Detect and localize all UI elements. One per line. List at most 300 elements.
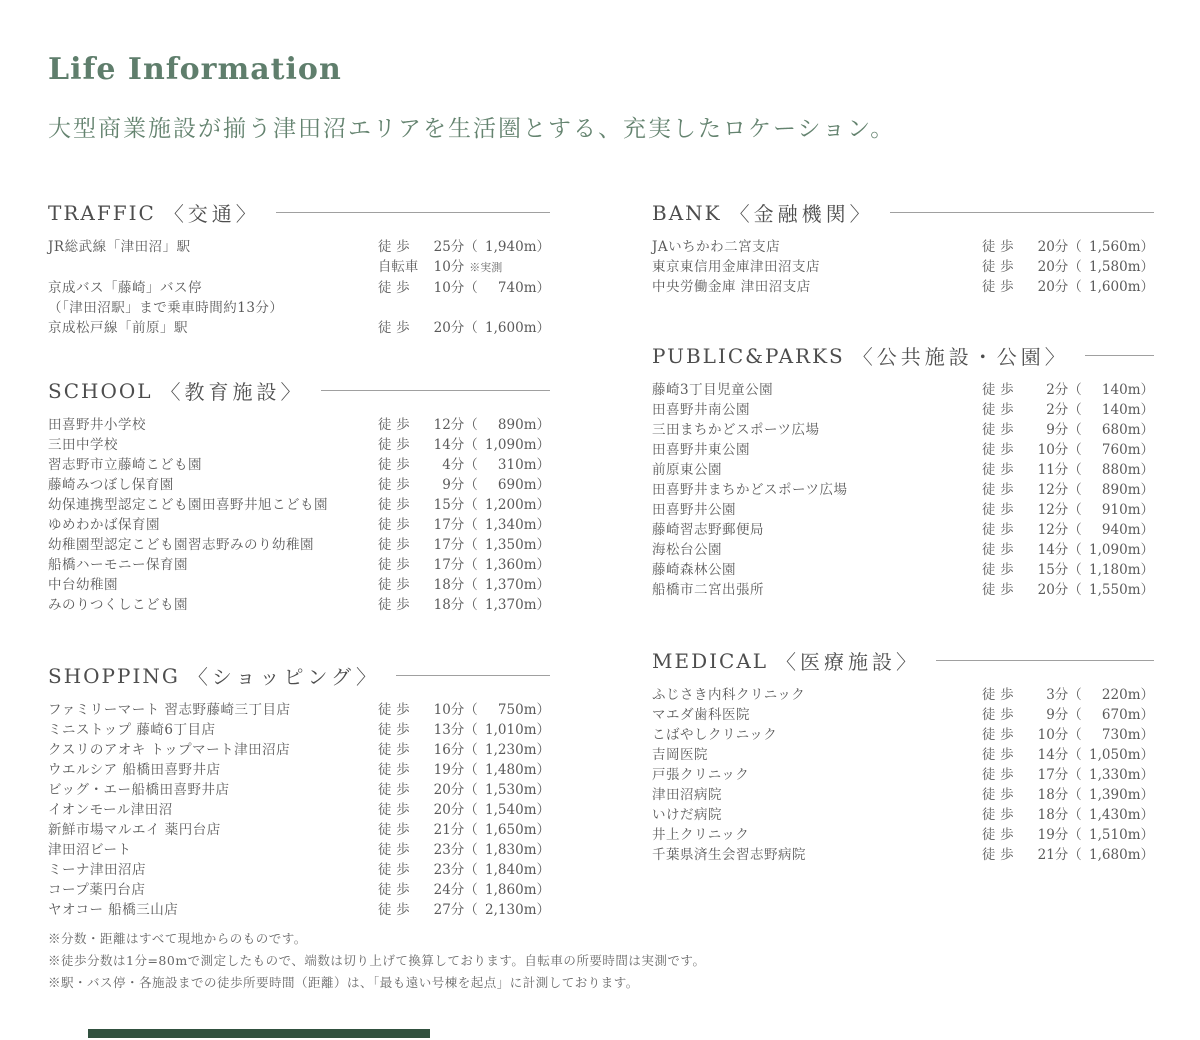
minutes-unit: 分（ bbox=[1054, 787, 1082, 803]
walk-distance-line bbox=[982, 400, 1154, 420]
walk-mode-label: 徒歩 bbox=[981, 239, 1019, 255]
distance-unit: m） bbox=[1127, 442, 1154, 458]
section-heading-en: MEDICAL bbox=[652, 648, 769, 673]
minutes-unit: 分（ bbox=[1054, 522, 1082, 538]
facility-name-block bbox=[48, 575, 378, 595]
minutes-unit: 分（ bbox=[1054, 542, 1082, 558]
walk-distance: 1,550 bbox=[1089, 582, 1128, 598]
facility-name-block bbox=[48, 515, 378, 535]
minutes-unit: 分（ bbox=[450, 497, 478, 513]
walk-distance: 1,650 bbox=[485, 822, 524, 838]
walk-info-block bbox=[982, 460, 1154, 480]
facility-name: 田喜野井東公園 bbox=[652, 442, 750, 458]
walk-distance: 690 bbox=[497, 477, 524, 493]
footnote-line: ※駅・バス停・各施設までの徒歩所要時間（距離）は、「最も遠い号棟を起点」に計測しております。 bbox=[48, 975, 639, 990]
walk-info-block bbox=[982, 500, 1154, 520]
facility-name: 藤崎習志野郵便局 bbox=[652, 522, 764, 538]
minutes-unit: 分（ bbox=[450, 862, 478, 878]
walk-info-block bbox=[378, 820, 550, 840]
walk-minutes: 20 bbox=[1037, 279, 1055, 295]
facility-name: 三田まちかどスポーツ広場 bbox=[652, 422, 820, 438]
walk-minutes: 17 bbox=[433, 537, 451, 553]
facility-row bbox=[48, 555, 550, 575]
section-heading-en: SHOPPING bbox=[48, 663, 180, 688]
facility-name: 幼保連携型認定こども園田喜野井旭こども園 bbox=[48, 497, 328, 513]
minutes-unit: 分（ bbox=[1054, 279, 1082, 295]
walk-mode-label: 徒歩 bbox=[377, 320, 415, 336]
walk-distance-line bbox=[982, 540, 1154, 560]
walk-info-block bbox=[982, 745, 1154, 765]
facility-name-block bbox=[652, 580, 982, 600]
distance-unit: m） bbox=[523, 320, 550, 336]
minutes-unit: 分（ bbox=[1054, 562, 1082, 578]
walk-mode-label: 徒歩 bbox=[981, 827, 1019, 843]
right-column bbox=[652, 198, 1154, 865]
walk-mode-label: 徒歩 bbox=[377, 537, 415, 553]
walk-mode-label: 徒歩 bbox=[377, 882, 415, 898]
walk-minutes: 9 bbox=[442, 477, 451, 493]
facility-name-block bbox=[652, 765, 982, 785]
walk-info-block bbox=[982, 825, 1154, 845]
walk-info-block bbox=[982, 237, 1154, 257]
facility-name-block bbox=[48, 800, 378, 820]
walk-minutes: 17 bbox=[433, 557, 451, 573]
facility-name-block bbox=[48, 720, 378, 740]
walk-mode-label: 徒歩 bbox=[981, 687, 1019, 703]
walk-distance: 760 bbox=[1101, 442, 1128, 458]
walk-distance-line bbox=[378, 555, 550, 575]
walk-minutes: 19 bbox=[1037, 827, 1055, 843]
walk-info-block bbox=[982, 540, 1154, 560]
section-rows bbox=[652, 685, 1154, 865]
distance-unit: m） bbox=[1127, 482, 1154, 498]
walk-distance: 680 bbox=[1101, 422, 1128, 438]
facility-row bbox=[652, 805, 1154, 825]
facility-name-block bbox=[48, 840, 378, 860]
walk-distance-line bbox=[378, 760, 550, 780]
facility-row bbox=[652, 277, 1154, 297]
facility-name: 津田沼ビート bbox=[48, 842, 132, 858]
footnote-line: ※分数・距離はすべて現地からのものです。 bbox=[48, 931, 307, 946]
walk-mode-label: 徒歩 bbox=[377, 417, 415, 433]
walk-minutes: 3 bbox=[1046, 687, 1055, 703]
walk-distance-line bbox=[982, 685, 1154, 705]
walk-minutes: 15 bbox=[433, 497, 451, 513]
facility-name-block bbox=[48, 535, 378, 555]
distance-unit: m） bbox=[523, 882, 550, 898]
section-divider-line bbox=[890, 212, 1154, 213]
walk-minutes: 9 bbox=[1046, 707, 1055, 723]
walk-distance: 730 bbox=[1101, 727, 1128, 743]
facility-name-block bbox=[652, 420, 982, 440]
walk-mode-label: 徒歩 bbox=[377, 722, 415, 738]
walk-distance-line bbox=[982, 277, 1154, 297]
distance-unit: m） bbox=[1127, 562, 1154, 578]
facility-name-block bbox=[652, 277, 982, 297]
distance-unit: m） bbox=[523, 782, 550, 798]
minutes-unit: 分（ bbox=[450, 702, 478, 718]
minutes-unit: 分（ bbox=[1054, 259, 1082, 275]
walk-info-block bbox=[378, 535, 550, 555]
facility-name: ビッグ・エー船橋田喜野井店 bbox=[48, 782, 230, 798]
section-traffic bbox=[48, 198, 550, 338]
walk-info-block bbox=[378, 700, 550, 720]
walk-distance-line bbox=[378, 800, 550, 820]
distance-unit: m） bbox=[523, 902, 550, 918]
facility-name-block bbox=[652, 500, 982, 520]
walk-distance-line bbox=[378, 840, 550, 860]
walk-distance: 2,130 bbox=[485, 902, 524, 918]
facility-row bbox=[48, 740, 550, 760]
walk-distance: 1,480 bbox=[485, 762, 524, 778]
facility-row bbox=[48, 780, 550, 800]
walk-minutes: 20 bbox=[1037, 259, 1055, 275]
walk-distance: 1,360 bbox=[485, 557, 524, 573]
minutes-unit: 分（ bbox=[1054, 827, 1082, 843]
walk-distance-line bbox=[378, 700, 550, 720]
walk-mode-label: 徒歩 bbox=[981, 382, 1019, 398]
walk-distance-line bbox=[378, 435, 550, 455]
facility-name-block bbox=[48, 435, 378, 455]
facility-name-block bbox=[652, 237, 982, 257]
walk-mode-label: 徒歩 bbox=[981, 482, 1019, 498]
walk-distance: 1,430 bbox=[1089, 807, 1128, 823]
walk-minutes: 15 bbox=[1037, 562, 1055, 578]
facility-name: イオンモール津田沼 bbox=[48, 802, 173, 818]
walk-mode-label: 徒歩 bbox=[377, 457, 415, 473]
walk-info-block bbox=[378, 455, 550, 475]
walk-minutes: 17 bbox=[1037, 767, 1055, 783]
walk-mode-label: 徒歩 bbox=[981, 502, 1019, 518]
facility-name-block bbox=[652, 540, 982, 560]
walk-distance: 1,540 bbox=[485, 802, 524, 818]
facility-name: ヤオコー 船橋三山店 bbox=[48, 902, 179, 918]
minutes-unit: 分（ bbox=[450, 280, 478, 296]
facility-name-block bbox=[652, 257, 982, 277]
walk-distance: 1,830 bbox=[485, 842, 524, 858]
walk-distance: 750 bbox=[497, 702, 524, 718]
facility-name: クスリのアオキ トップマート津田沼店 bbox=[48, 742, 291, 758]
footnotes bbox=[48, 928, 705, 994]
walk-distance-line bbox=[378, 740, 550, 760]
walk-mode-label: 徒歩 bbox=[981, 442, 1019, 458]
facility-name: ミニストップ 藤崎6丁目店 bbox=[48, 722, 216, 738]
walk-minutes: 20 bbox=[433, 782, 451, 798]
section-heading-jp: 〈教育施設〉 bbox=[160, 380, 305, 404]
minutes-unit: 分（ bbox=[450, 417, 478, 433]
walk-info-block bbox=[982, 277, 1154, 297]
walk-mode-label: 徒歩 bbox=[377, 822, 415, 838]
distance-unit: m） bbox=[1127, 259, 1154, 275]
distance-unit: m） bbox=[523, 417, 550, 433]
walk-info-block bbox=[982, 845, 1154, 865]
section-heading-jp: 〈医療施設〉 bbox=[776, 650, 921, 674]
walk-distance: 1,180 bbox=[1089, 562, 1128, 578]
facility-name: 藤崎みつぼし保育園 bbox=[48, 477, 174, 493]
distance-unit: m） bbox=[1127, 582, 1154, 598]
distance-unit: m） bbox=[1127, 239, 1154, 255]
section-heading bbox=[652, 341, 1154, 370]
section-rows bbox=[48, 415, 550, 615]
walk-distance-line bbox=[378, 415, 550, 435]
facility-row bbox=[652, 460, 1154, 480]
walk-distance-line bbox=[982, 520, 1154, 540]
facility-row bbox=[48, 278, 550, 318]
facility-name: 藤崎森林公園 bbox=[652, 562, 736, 578]
section-heading-jp: 〈ショッピング〉 bbox=[187, 665, 381, 689]
facility-row bbox=[48, 435, 550, 455]
minutes-unit: 分（ bbox=[1054, 239, 1082, 255]
walk-mode-label: 徒歩 bbox=[981, 747, 1019, 763]
walk-distance-line bbox=[378, 455, 550, 475]
facility-row bbox=[48, 820, 550, 840]
facility-name: 田喜野井まちかどスポーツ広場 bbox=[652, 482, 848, 498]
distance-unit: m） bbox=[1127, 687, 1154, 703]
distance-unit: m） bbox=[1127, 707, 1154, 723]
section-shopping bbox=[48, 661, 550, 920]
walk-minutes: 13 bbox=[433, 722, 451, 738]
minutes-unit: 分（ bbox=[1054, 382, 1082, 398]
walk-distance-line bbox=[982, 745, 1154, 765]
distance-unit: m） bbox=[1127, 542, 1154, 558]
facility-row bbox=[48, 760, 550, 780]
walk-distance: 1,840 bbox=[485, 862, 524, 878]
walk-distance-line bbox=[982, 825, 1154, 845]
distance-unit: m） bbox=[1127, 767, 1154, 783]
facility-row bbox=[48, 595, 550, 615]
walk-minutes: 17 bbox=[433, 517, 451, 533]
walk-info-block bbox=[378, 475, 550, 495]
walk-minutes: 10 bbox=[1037, 442, 1055, 458]
minutes-unit: 分（ bbox=[1054, 807, 1082, 823]
walk-distance: 740 bbox=[497, 280, 524, 296]
walk-minutes: 20 bbox=[1037, 239, 1055, 255]
minutes-unit: 分（ bbox=[1054, 442, 1082, 458]
facility-name: 戸張クリニック bbox=[652, 767, 750, 783]
facility-row bbox=[652, 825, 1154, 845]
walk-mode-label: 徒歩 bbox=[377, 497, 415, 513]
distance-unit: m） bbox=[523, 762, 550, 778]
walk-distance: 1,510 bbox=[1089, 827, 1128, 843]
walk-mode-label: 徒歩 bbox=[981, 542, 1019, 558]
section-heading-jp: 〈交通〉 bbox=[163, 202, 260, 226]
walk-minutes: 23 bbox=[433, 862, 451, 878]
facility-name-block bbox=[652, 520, 982, 540]
walk-distance: 1,330 bbox=[1089, 767, 1128, 783]
facility-row bbox=[652, 705, 1154, 725]
section-divider-line bbox=[276, 212, 550, 213]
walk-distance: 940 bbox=[1101, 522, 1128, 538]
page-title: Life Information bbox=[48, 52, 342, 87]
distance-unit: m） bbox=[1127, 502, 1154, 518]
walk-mode-label: 徒歩 bbox=[377, 239, 415, 255]
section-divider-line bbox=[1085, 355, 1154, 356]
facility-name-block bbox=[652, 560, 982, 580]
walk-minutes: 20 bbox=[433, 320, 451, 336]
walk-distance-line bbox=[378, 495, 550, 515]
distance-unit: m） bbox=[523, 437, 550, 453]
distance-unit: m） bbox=[523, 842, 550, 858]
footer-accent-bar bbox=[88, 1029, 430, 1038]
minutes-unit: 分 bbox=[450, 259, 465, 275]
walk-distance: 1,350 bbox=[485, 537, 524, 553]
facility-row bbox=[652, 580, 1154, 600]
walk-info-block bbox=[378, 780, 550, 800]
walk-info-block bbox=[378, 800, 550, 820]
minutes-unit: 分（ bbox=[1054, 402, 1082, 418]
walk-mode-label: 徒歩 bbox=[981, 807, 1019, 823]
walk-info-block bbox=[982, 380, 1154, 400]
section-bank bbox=[652, 198, 1154, 297]
facility-row bbox=[48, 860, 550, 880]
facility-row bbox=[652, 540, 1154, 560]
minutes-unit: 分（ bbox=[450, 437, 478, 453]
facility-name-block bbox=[48, 900, 378, 920]
walk-mode-label: 徒歩 bbox=[981, 707, 1019, 723]
facility-name: こばやしクリニック bbox=[652, 727, 778, 743]
walk-distance: 1,390 bbox=[1089, 787, 1128, 803]
walk-mode-label: 徒歩 bbox=[377, 477, 415, 493]
walk-distance-line bbox=[378, 780, 550, 800]
distance-unit: m） bbox=[523, 537, 550, 553]
facility-row bbox=[652, 745, 1154, 765]
walk-mode-label: 徒歩 bbox=[377, 517, 415, 533]
walk-minutes: 21 bbox=[433, 822, 451, 838]
minutes-unit: 分（ bbox=[450, 597, 478, 613]
walk-mode-label: 徒歩 bbox=[981, 847, 1019, 863]
minutes-unit: 分（ bbox=[450, 477, 478, 493]
facility-row bbox=[652, 400, 1154, 420]
minutes-unit: 分（ bbox=[450, 537, 478, 553]
facility-name: 習志野市立藤崎こども園 bbox=[48, 457, 202, 473]
facility-row bbox=[48, 475, 550, 495]
walk-distance: 1,090 bbox=[485, 437, 524, 453]
distance-unit: m） bbox=[1127, 522, 1154, 538]
facility-name: 田喜野井公園 bbox=[652, 502, 736, 518]
walk-distance-line bbox=[982, 560, 1154, 580]
walk-distance-line bbox=[982, 845, 1154, 865]
facility-name-block bbox=[48, 278, 378, 318]
facility-row bbox=[48, 318, 550, 338]
walk-distance: 1,370 bbox=[485, 597, 524, 613]
walk-distance-line bbox=[982, 257, 1154, 277]
section-heading-en: TRAFFIC bbox=[48, 200, 156, 225]
section-heading bbox=[48, 198, 550, 227]
distance-unit: m） bbox=[523, 497, 550, 513]
walk-distance-line bbox=[982, 480, 1154, 500]
section-public bbox=[652, 341, 1154, 600]
facility-name-block bbox=[652, 785, 982, 805]
distance-unit: m） bbox=[1127, 727, 1154, 743]
facility-row bbox=[652, 560, 1154, 580]
distance-unit: m） bbox=[1127, 279, 1154, 295]
walk-distance: 1,050 bbox=[1089, 747, 1128, 763]
facility-name-block bbox=[652, 805, 982, 825]
facility-row bbox=[48, 237, 550, 278]
facility-row bbox=[48, 515, 550, 535]
walk-distance-line bbox=[378, 535, 550, 555]
facility-name: ウエルシア 船橋田喜野井店 bbox=[48, 762, 221, 778]
facility-name-block bbox=[48, 820, 378, 840]
minutes-unit: 分（ bbox=[450, 842, 478, 858]
minutes-unit: 分（ bbox=[1054, 482, 1082, 498]
distance-unit: m） bbox=[1127, 462, 1154, 478]
distance-unit: m） bbox=[523, 457, 550, 473]
section-rows bbox=[652, 380, 1154, 600]
facility-name: 前原東公園 bbox=[652, 462, 722, 478]
facility-name-block bbox=[48, 860, 378, 880]
minutes-unit: 分（ bbox=[1054, 582, 1082, 598]
walk-minutes: 4 bbox=[442, 457, 451, 473]
facility-name-block bbox=[652, 460, 982, 480]
walk-distance: 140 bbox=[1101, 382, 1128, 398]
facility-name: 田喜野井南公園 bbox=[652, 402, 750, 418]
walk-minutes: 20 bbox=[1037, 582, 1055, 598]
walk-minutes: 2 bbox=[1046, 402, 1055, 418]
walk-distance: 1,010 bbox=[485, 722, 524, 738]
walk-distance-line bbox=[982, 460, 1154, 480]
walk-info-block bbox=[982, 785, 1154, 805]
facility-row bbox=[652, 845, 1154, 865]
section-heading-jp: 〈公共施設・公園〉 bbox=[852, 345, 1069, 369]
walk-mode-label: 徒歩 bbox=[981, 259, 1019, 275]
distance-unit: m） bbox=[523, 477, 550, 493]
facility-name-block bbox=[652, 440, 982, 460]
distance-unit: m） bbox=[1127, 422, 1154, 438]
walk-info-block bbox=[982, 440, 1154, 460]
walk-distance-line bbox=[982, 705, 1154, 725]
walk-minutes: 10 bbox=[1037, 727, 1055, 743]
walk-minutes: 12 bbox=[433, 417, 451, 433]
facility-name-block bbox=[652, 825, 982, 845]
walk-mode-label: 徒歩 bbox=[981, 522, 1019, 538]
minutes-unit: 分（ bbox=[450, 557, 478, 573]
walk-minutes: 27 bbox=[433, 902, 451, 918]
minutes-unit: 分（ bbox=[450, 882, 478, 898]
facility-name: 中央労働金庫 津田沼支店 bbox=[652, 279, 811, 295]
facility-name-block bbox=[48, 318, 378, 338]
minutes-unit: 分（ bbox=[1054, 767, 1082, 783]
facility-name: 京成松戸線「前原」駅 bbox=[48, 320, 188, 336]
walk-minutes: 2 bbox=[1046, 382, 1055, 398]
facility-row bbox=[652, 257, 1154, 277]
facility-name-block bbox=[48, 555, 378, 575]
facility-name-block bbox=[48, 455, 378, 475]
distance-unit: m） bbox=[523, 862, 550, 878]
facility-name-block bbox=[652, 745, 982, 765]
walk-distance-line bbox=[982, 440, 1154, 460]
section-rows bbox=[48, 237, 550, 338]
section-heading-en: SCHOOL bbox=[48, 378, 153, 403]
walk-distance-line bbox=[982, 805, 1154, 825]
section-rows bbox=[48, 700, 550, 920]
distance-unit: m） bbox=[523, 802, 550, 818]
walk-minutes: 18 bbox=[433, 577, 451, 593]
facility-name-block bbox=[652, 725, 982, 745]
facility-name: 田喜野井小学校 bbox=[48, 417, 146, 433]
walk-info-block bbox=[378, 860, 550, 880]
minutes-unit: 分（ bbox=[450, 239, 478, 255]
walk-info-block bbox=[378, 318, 550, 338]
minutes-unit: 分（ bbox=[450, 762, 478, 778]
walk-distance: 1,370 bbox=[485, 577, 524, 593]
facility-name: マエダ歯科医院 bbox=[652, 707, 750, 723]
walk-info-block bbox=[982, 480, 1154, 500]
walk-minutes: 18 bbox=[1037, 787, 1055, 803]
minutes-unit: 分（ bbox=[450, 577, 478, 593]
walk-mode-label: 徒歩 bbox=[981, 582, 1019, 598]
walk-distance-line bbox=[378, 595, 550, 615]
